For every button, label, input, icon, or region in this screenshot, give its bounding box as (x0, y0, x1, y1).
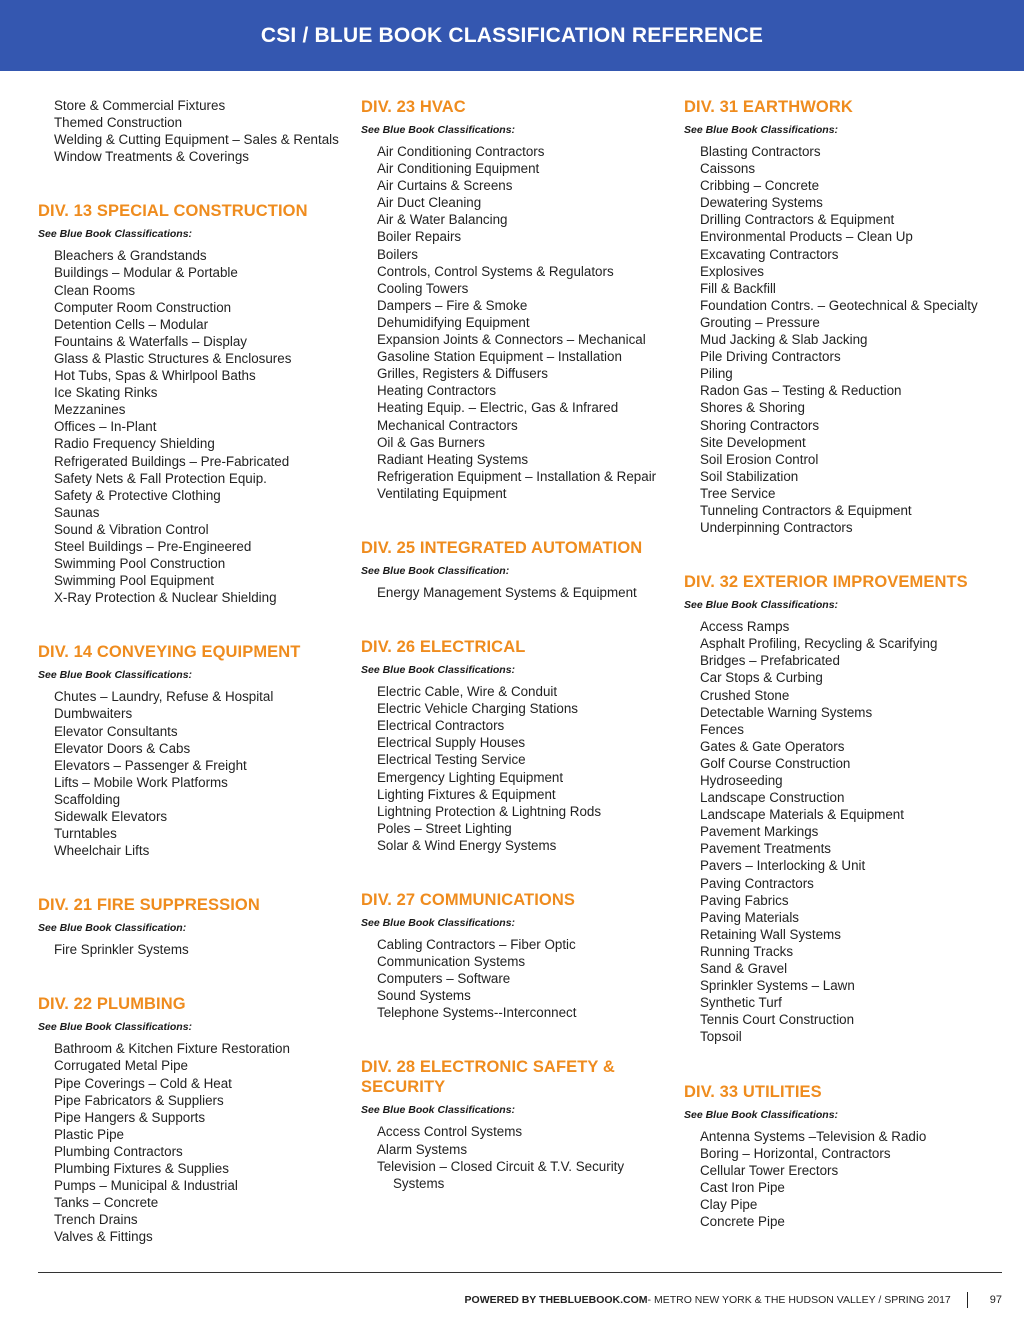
list-item: Air Conditioning Equipment (377, 161, 540, 177)
list-item: Elevator Doors & Cabs (54, 740, 191, 756)
list-item: Environmental Products – Clean Up (700, 229, 913, 245)
list-item: Dumbwaiters (54, 706, 133, 722)
list-item: Lifts – Mobile Work Platforms (54, 774, 228, 790)
list-item: X-Ray Protection & Nuclear Shielding (54, 590, 277, 606)
list-item: Pavers – Interlocking & Unit (700, 858, 866, 874)
division-heading: DIV. 28 ELECTRONIC SAFETY & SECURITY (361, 1058, 615, 1097)
list-item: Plastic Pipe (54, 1126, 124, 1142)
list-item: Window Treatments & Coverings (54, 149, 249, 165)
division-heading: DIV. 22 PLUMBING (38, 995, 186, 1014)
list-item: Refrigerated Buildings – Pre-Fabricated (54, 453, 290, 469)
list-item: Electrical Testing Service (377, 752, 526, 768)
list-item: Energy Management Systems & Equipment (377, 584, 637, 600)
list-item: Shoring Contractors (700, 417, 820, 433)
classification-section (361, 1057, 671, 1191)
list-item: Pavement Treatments (700, 841, 831, 857)
list-item: Emergency Lighting Equipment (377, 769, 564, 785)
list-item: Boilers (377, 246, 418, 262)
footer-powered-by: POWERED BY THEBLUEBOOK.COM (464, 1294, 648, 1306)
classification-list (361, 143, 671, 502)
classification-section (684, 1082, 994, 1231)
list-item: Landscape Materials & Equipment (700, 807, 904, 823)
list-item: Excavating Contractors (700, 246, 839, 262)
list-item: Ventilating Equipment (377, 485, 507, 501)
list-item: Alarm Systems (377, 1141, 468, 1157)
list-item: Cabling Contractors – Fiber Optic (377, 937, 576, 952)
list-item: Turntables (54, 826, 117, 842)
classification-section (38, 642, 348, 859)
list-item: Topsoil (700, 1029, 742, 1045)
list-item: Pipe Coverings – Cold & Heat (54, 1075, 232, 1091)
division-heading: DIV. 27 COMMUNICATIONS (361, 891, 575, 909)
list-item: Glass & Plastic Structures & Enclosures (54, 350, 292, 366)
list-item: Swimming Pool Construction (54, 556, 226, 572)
list-item: Oil & Gas Burners (377, 434, 485, 450)
list-item: Elevator Consultants (54, 723, 178, 739)
list-item: Access Ramps (700, 619, 790, 635)
list-item: Paving Contractors (700, 875, 814, 891)
list-item: Safety & Protective Clothing (54, 487, 221, 503)
list-item: Communication Systems (377, 954, 526, 970)
list-item: Running Tracks (700, 943, 794, 959)
classification-list (38, 941, 348, 958)
list-item: Grouting – Pressure (700, 314, 820, 330)
footer (0, 1292, 1002, 1308)
header-banner (0, 0, 1024, 71)
classification-list (684, 618, 994, 1045)
list-item: Poles – Street Lighting (377, 820, 512, 836)
list-item: Lighting Fixtures & Equipment (377, 786, 556, 802)
list-item: Foundation Contrs. – Geotechnical & Specialty (700, 297, 978, 313)
list-item: Radiant Heating Systems (377, 451, 529, 467)
classification-list (38, 1040, 348, 1245)
list-item: Retaining Wall Systems (700, 926, 841, 942)
list-item: Ice Skating Rinks (54, 385, 158, 401)
list-item: Tree Service (700, 485, 776, 501)
see-classifications-label: See Blue Book Classifications: (684, 124, 839, 136)
list-item: Pavement Markings (700, 824, 819, 840)
list-item: Gasoline Station Equipment – Installation (377, 349, 622, 365)
classification-list (38, 688, 348, 859)
see-classifications-label: See Blue Book Classifications: (361, 917, 516, 929)
division-heading: DIV. 23 HVAC (361, 98, 466, 116)
list-item: Electric Vehicle Charging Stations (377, 701, 578, 717)
list-item: Plumbing Contractors (54, 1143, 183, 1159)
list-item: Landscape Construction (700, 790, 845, 806)
see-classifications-label: See Blue Book Classifications: (361, 1104, 516, 1117)
list-item: Bleachers & Grandstands (54, 248, 207, 264)
list-item: Air Conditioning Contractors (377, 144, 545, 159)
footer-separator (967, 1292, 968, 1308)
list-item: Cast Iron Pipe (700, 1179, 785, 1195)
list-item: Explosives (700, 263, 765, 279)
list-item: Fire Sprinkler Systems (54, 942, 189, 958)
list-item: Golf Course Construction (700, 755, 851, 771)
division-heading: DIV. 33 UTILITIES (684, 1082, 822, 1101)
see-classifications-label: See Blue Book Classifications: (38, 669, 193, 682)
list-item: Welding & Cutting Equipment – Sales & Rentals (54, 132, 339, 148)
column-2 (361, 97, 671, 1228)
list-item: Asphalt Profiling, Recycling & Scarifying (700, 636, 938, 652)
list-item: Store & Commercial Fixtures (54, 98, 226, 113)
list-item: Wheelchair Lifts (54, 843, 150, 859)
list-item: Lightning Protection & Lightning Rods (377, 803, 602, 819)
list-item: Refrigeration Equipment – Installation & Repair (377, 468, 657, 484)
list-item: Hot Tubs, Spas & Whirlpool Baths (54, 368, 256, 384)
classification-list (684, 1128, 994, 1231)
list-item: Tanks – Concrete (54, 1195, 159, 1211)
list-item: Pipe Hangers & Supports (54, 1109, 206, 1125)
see-classifications-label: See Blue Book Classifications: (361, 124, 516, 136)
list-item: Heating Contractors (377, 383, 497, 399)
list-item: Computer Room Construction (54, 299, 232, 315)
list-item: Elevators – Passenger & Freight (54, 757, 247, 773)
list-item: Sound & Vibration Control (54, 521, 209, 537)
list-item: Mud Jacking & Slab Jacking (700, 332, 868, 348)
list-item: Tunneling Contractors & Equipment (700, 502, 912, 518)
list-item: Cellular Tower Erectors (700, 1162, 839, 1178)
list-item: Television – Closed Circuit & T.V. Security Systems (377, 1158, 625, 1191)
see-classifications-label: See Blue Book Classification: (38, 922, 187, 935)
list-item: Cribbing – Concrete (700, 178, 820, 194)
list-item: Soil Erosion Control (700, 451, 819, 467)
division-heading: DIV. 31 EARTHWORK (684, 98, 853, 116)
list-item: Hydroseeding (700, 773, 783, 788)
list-item: Air & Water Balancing (377, 212, 508, 228)
division-heading: DIV. 25 INTEGRATED AUTOMATION (361, 538, 643, 557)
footer-edition: - METRO NEW YORK & THE HUDSON VALLEY / SPRING 2017 (647, 1294, 951, 1306)
list-item: Underpinning Contractors (700, 520, 853, 536)
list-item: Heating Equip. – Electric, Gas & Infrared (377, 400, 619, 416)
list-item: Safety Nets & Fall Protection Equip. (54, 470, 267, 486)
list-item: Soil Stabilization (700, 468, 799, 484)
list-item: Detention Cells – Modular (54, 316, 209, 332)
list-item: Dewatering Systems (700, 195, 823, 211)
classification-list (38, 247, 348, 606)
list-item: Chutes – Laundry, Refuse & Hospital (54, 689, 274, 705)
list-item: Pile Driving Contractors (700, 349, 841, 365)
classification-section (684, 97, 994, 536)
classification-list (361, 1123, 671, 1191)
classification-list (38, 97, 348, 165)
list-item: Swimming Pool Equipment (54, 573, 215, 589)
column-1 (38, 97, 348, 1282)
list-item: Bridges – Prefabricated (700, 653, 840, 669)
see-classifications-label: See Blue Book Classifications: (684, 599, 839, 612)
list-item: Electrical Supply Houses (377, 735, 526, 751)
list-item: Controls, Control Systems & Regulators (377, 263, 614, 279)
see-classifications-label: See Blue Book Classifications: (38, 1021, 193, 1034)
list-item: Mezzanines (54, 402, 126, 418)
list-item: Sand & Gravel (700, 961, 788, 977)
list-item: Radio Frequency Shielding (54, 436, 215, 452)
classification-list (361, 683, 671, 854)
list-item: Sprinkler Systems – Lawn (700, 978, 855, 994)
division-heading: DIV. 13 SPECIAL CONSTRUCTION (38, 202, 308, 221)
list-item: Shores & Shoring (700, 400, 805, 416)
list-item: Mechanical Contractors (377, 417, 518, 433)
list-item: Themed Construction (54, 115, 183, 131)
classification-section (684, 572, 994, 1045)
list-item: Steel Buildings – Pre-Engineered (54, 538, 252, 554)
list-item: Air Curtains & Screens (377, 178, 513, 194)
list-item: Tennis Court Construction (700, 1012, 855, 1028)
division-heading: DIV. 32 EXTERIOR IMPROVEMENTS (684, 573, 968, 592)
list-item: Antenna Systems –Television & Radio (700, 1128, 927, 1144)
see-classifications-label: See Blue Book Classifications: (38, 228, 193, 241)
list-item: Offices – In-Plant (54, 419, 157, 435)
division-heading: DIV. 26 ELECTRICAL (361, 638, 526, 657)
list-item: Cooling Towers (377, 280, 469, 296)
classification-section (38, 895, 348, 958)
classification-list (361, 936, 671, 1021)
list-item: Boiler Repairs (377, 229, 462, 245)
list-item: Trench Drains (54, 1212, 138, 1228)
list-item: Piling (700, 366, 733, 382)
list-item: Electric Cable, Wire & Conduit (377, 684, 558, 700)
list-item: Radon Gas – Testing & Reduction (700, 383, 902, 399)
list-item: Fill & Backfill (700, 280, 776, 296)
list-item: Electrical Contractors (377, 718, 505, 734)
see-classifications-label: See Blue Book Classifications: (684, 1108, 839, 1121)
page-title: CSI / BLUE BOOK CLASSIFICATION REFERENCE (260, 23, 764, 47)
list-item: Drilling Contractors & Equipment (700, 212, 895, 228)
list-item: Concrete Pipe (700, 1213, 785, 1229)
list-item: Crushed Stone (700, 687, 790, 703)
list-item: Caissons (700, 161, 756, 177)
division-heading: DIV. 21 FIRE SUPPRESSION (38, 896, 260, 915)
page-number: 97 (989, 1294, 1002, 1306)
list-item: Expansion Joints & Connectors – Mechanical (377, 332, 646, 348)
list-item: Sound Systems (377, 988, 471, 1004)
classification-section (38, 994, 348, 1245)
list-item: Synthetic Turf (700, 995, 782, 1011)
list-item: Solar & Wind Energy Systems (377, 837, 557, 853)
list-item: Detectable Warning Systems (700, 704, 873, 720)
see-classifications-label: See Blue Book Classification: (361, 564, 510, 577)
list-item: Air Duct Cleaning (377, 195, 482, 211)
list-item: Site Development (700, 434, 806, 450)
division-heading: DIV. 14 CONVEYING EQUIPMENT (38, 643, 301, 662)
list-item: Access Control Systems (377, 1124, 523, 1140)
classification-list (361, 584, 671, 601)
list-item: Dehumidifying Equipment (377, 314, 530, 330)
see-classifications-label: See Blue Book Classifications: (361, 664, 516, 677)
list-item: Valves & Fittings (54, 1229, 153, 1245)
column-3 (684, 97, 994, 1266)
list-item: Grilles, Registers & Diffusers (377, 366, 548, 382)
classification-section (361, 538, 671, 601)
classification-section (361, 890, 671, 1021)
list-item: Car Stops & Curbing (700, 670, 823, 686)
list-item: Telephone Systems--Interconnect (377, 1005, 577, 1021)
list-item: Clean Rooms (54, 282, 136, 298)
list-item: Gates & Gate Operators (700, 738, 845, 754)
list-item: Scaffolding (54, 791, 121, 807)
list-item: Sidewalk Elevators (54, 809, 168, 824)
list-item: Blasting Contractors (700, 144, 821, 159)
classification-section (361, 97, 671, 502)
list-item: Clay Pipe (700, 1196, 758, 1212)
list-item: Dampers – Fire & Smoke (377, 297, 528, 313)
classification-section (38, 201, 348, 606)
list-item: Saunas (54, 504, 100, 520)
list-item: Buildings – Modular & Portable (54, 265, 238, 281)
list-item: Paving Materials (700, 909, 799, 925)
list-item: Fences (700, 721, 744, 737)
list-item: Plumbing Fixtures & Supplies (54, 1161, 229, 1177)
list-item: Paving Fabrics (700, 892, 789, 908)
footer-divider (38, 1272, 1002, 1273)
list-item: Bathroom & Kitchen Fixture Restoration (54, 1041, 290, 1057)
classification-section (361, 637, 671, 854)
classification-section (38, 97, 348, 165)
list-item: Pumps – Municipal & Industrial (54, 1178, 238, 1194)
classification-list (684, 143, 994, 536)
list-item: Pipe Fabricators & Suppliers (54, 1092, 224, 1108)
list-item: Boring – Horizontal, Contractors (700, 1145, 891, 1161)
list-item: Computers – Software (377, 971, 511, 987)
list-item: Corrugated Metal Pipe (54, 1058, 188, 1074)
list-item: Fountains & Waterfalls – Display (54, 333, 248, 349)
